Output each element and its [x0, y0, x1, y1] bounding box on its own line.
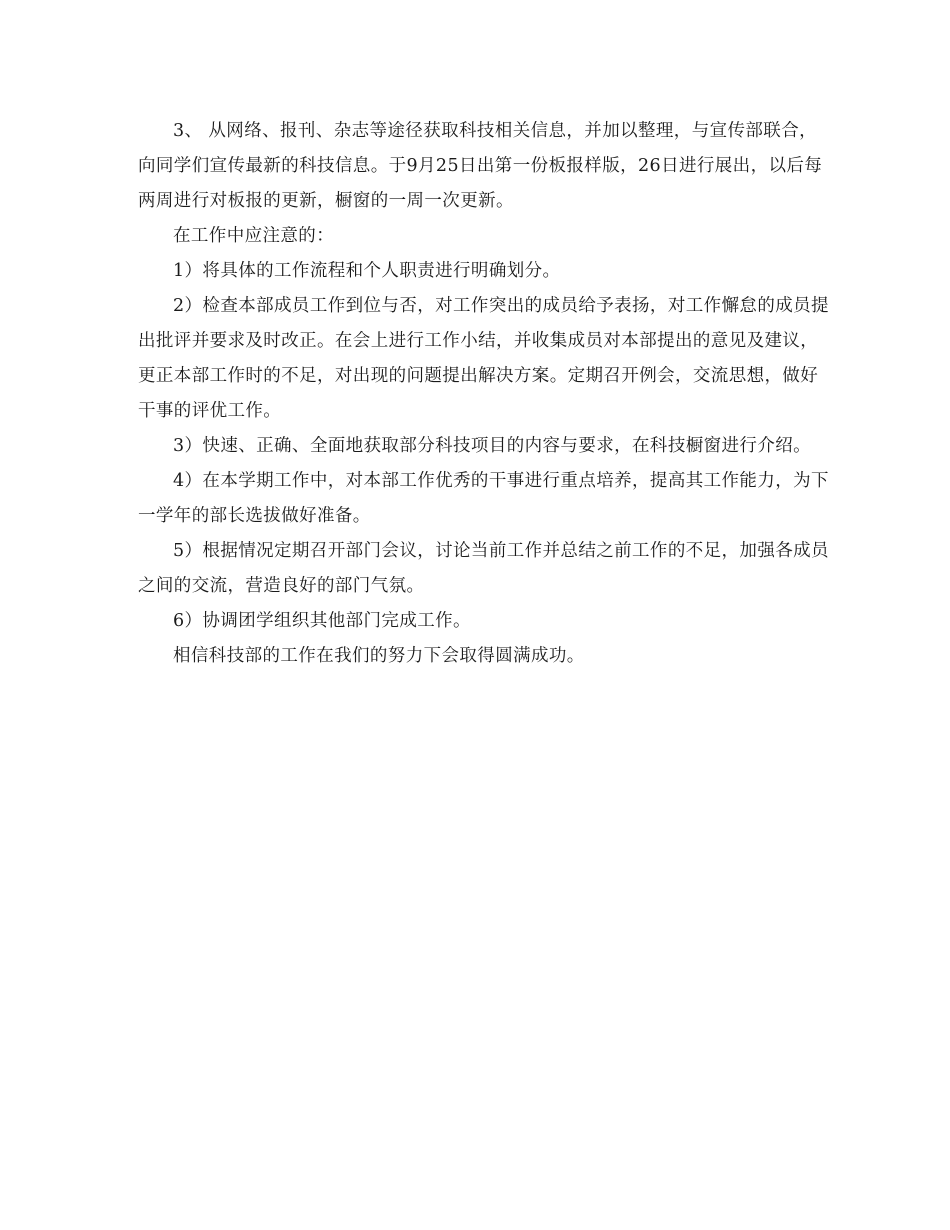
paragraph-note-6: 6）协调团学组织其他部门完成工作。	[173, 611, 471, 631]
paragraph-note-1: 1）将具体的工作流程和个人职责进行明确划分。	[173, 261, 561, 281]
document-body	[138, 114, 832, 674]
paragraph-notes-heading: 在工作中应注意的：	[173, 226, 335, 246]
paragraph-note-4: 4）在本学期工作中，对本部工作优秀的干事进行重点培养，提高其工作能力，为下一学年的部长选拔做好准备。	[138, 471, 829, 526]
paragraph-closing: 相信科技部的工作在我们的努力下会取得圆满成功。	[173, 646, 585, 666]
paragraph-note-5: 5）根据情况定期召开部门会议，讨论当前工作并总结之前工作的不足，加强各成员之间的交流，营造良好的部门气氛。	[138, 541, 829, 596]
paragraph-note-2: 2）检查本部成员工作到位与否，对工作突出的成员给予表扬，对工作懈怠的成员提出批评并要求及时改正。在会上进行工作小结，并收集成员对本部提出的意见及建议，更正本部工作时的不足，对出现的问题提出解决方案。定期召开例会，交流思想，做好干事的评优工作。	[138, 296, 829, 421]
paragraph-item-3-info: 3、 从网络、报刊、杂志等途径获取科技相关信息，并加以整理，与宣传部联合，向同学们宣传最新的科技信息。于9月25日出第一份板报样版，26日进行展出，以后每两周进行对板报的更新，橱窗的一周一次更新。	[138, 121, 823, 211]
paragraph-note-3: 3）快速、正确、全面地获取部分科技项目的内容与要求，在科技橱窗进行介绍。	[173, 436, 812, 456]
